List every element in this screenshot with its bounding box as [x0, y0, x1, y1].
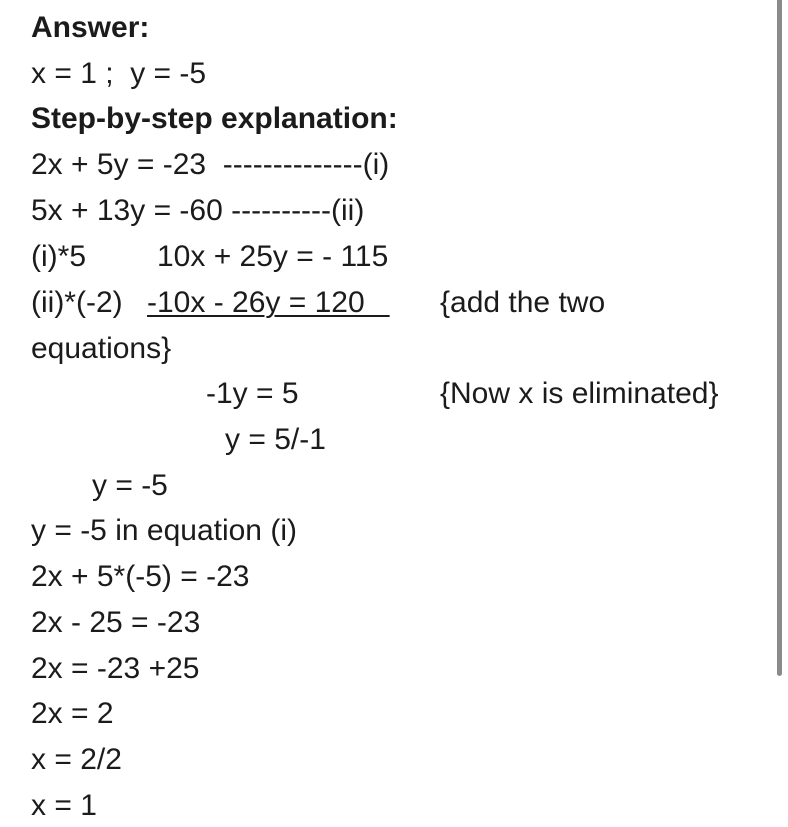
- result-2-equation: y = 5/-1: [225, 423, 326, 456]
- step-2-label: (ii)*(-2): [31, 286, 123, 319]
- step-2-equation: -10x - 26y = 120: [147, 286, 390, 319]
- substitution-step-6: x = 1: [31, 789, 97, 822]
- substitution-step-2: 2x - 25 = -23: [31, 606, 201, 639]
- substitution-step-1: 2x + 5*(-5) = -23: [31, 560, 250, 593]
- step-1-label: (i)*5: [31, 240, 87, 273]
- vertical-scrollbar[interactable]: [777, 0, 782, 676]
- step-2-note: {add the two: [440, 286, 606, 319]
- substitution-step-3: 2x = -23 +25: [31, 652, 200, 685]
- equation-2: 5x + 13y = -60 ----------(ii): [31, 194, 365, 227]
- result-1-note: {Now x is eliminated}: [440, 377, 719, 410]
- explanation-heading: Step-by-step explanation:: [31, 102, 398, 135]
- step-2-note-continued: equations}: [31, 332, 172, 365]
- result-3-equation: y = -5: [92, 469, 168, 502]
- equation-1: 2x + 5y = -23 --------------(i): [31, 148, 390, 181]
- answer-heading: Answer:: [31, 11, 150, 44]
- substitution-step-5: x = 2/2: [31, 743, 122, 776]
- answer-result: x = 1 ; y = -5: [31, 57, 207, 90]
- result-1-equation: -1y = 5: [206, 377, 299, 410]
- step-1-equation: 10x + 25y = - 115: [157, 240, 389, 273]
- substitution-intro: y = -5 in equation (i): [31, 514, 297, 547]
- substitution-step-4: 2x = 2: [31, 697, 114, 730]
